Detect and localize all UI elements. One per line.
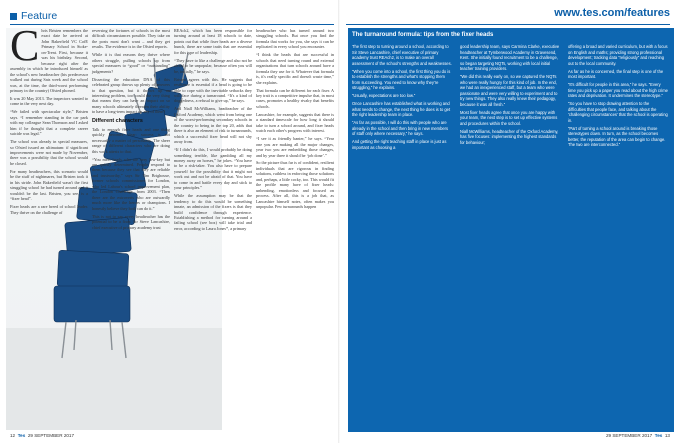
article-paragraph: Dissecting the education DNA of this celebrated group throws up plenty of answers to that question, but it throws up an interesting problem, too: could the very thing that means they can have an impact on so many schools ultimately threaten their ability to have a long-term impact on any of them? [92, 76, 170, 115]
article-paragraph: “You meet heads who are very low-key but are quietly determined. People respond to them because they see that they are reliable and trustworthy,” says Sir Tim Brighouse, former schools commissioner for London, who led Labour's school improvement plan, the London Challenge, from 2003. “Then there are the extroverts who are outwardly much more like the heroes or champions. I honestly believe they both can do it.” [92, 156, 170, 211]
panel-paragraph: good leadership team, says Carmina Clarke, executive headteacher at Tymberwood Academy in Gravesend, Kent. She initially found recruitment to be a challenge, so began targeting NQTs, working with local initial teacher training providers. [460, 44, 560, 72]
article-paragraph: The school was already in special measures, so Ofsted issued an ultimatum: if significant improvements were not made by November, there was a possibility that the school would be closed. [10, 139, 88, 166]
article-paragraph: For many headteachers, this scenario would be the stuff of nightmares, but Bristen took it in his stride. John Bakerfield wasn't the first struggling school he had turned around and it wouldn't be the last. Bristen, you see, is a “fixer head”. [10, 168, 88, 202]
article-column-4 [256, 28, 334, 212]
article-paragraph: reversing the fortunes of schools in the most difficult circumstances possible. They take on the posts most don't want – and they get results. The evidence is in the Ofsted reports. [92, 28, 170, 50]
panel-paragraph: “As far as possible, I will do this with people who are already in the school and then bring in new members of staff only where necessary,” he says. [352, 120, 449, 137]
panel-paragraph: “When you come into a school, the first thing you do is to establish the strengths and what's stopping them from succeeding. You need to know why they're struggling,” he explains. [352, 68, 451, 91]
article-paragraph: “I see it as friendly banter,” he says. “Year one you are making all the major changes, year two you are embedding those changes, and by year three it should be ‘job done’.” [256, 136, 334, 158]
subheading: Different characters [92, 117, 143, 124]
panel-paragraph: The first step to turning around a school, according to Sir Steve Lancashire, chief executive of primary academy trust REAch2, is to make an overall assessment of the school's strengths and weaknesses. [352, 44, 452, 66]
article-paragraph: REAch2, which has been responsible for turning around at least 18 schools to date, points out that while fixer heads are a diverse bunch, there are some traits that are essential for this type of leadership. [174, 28, 252, 55]
article-paragraph: Lancashire, for example, suggests that there is a standard timescale for how long it should take to turn a school around, and fixer heads watch each other's progress with interest. [256, 111, 334, 134]
section-marker-icon [10, 13, 17, 20]
panel-column-2 [460, 44, 560, 148]
article-paragraph: And Niall McWilliams, headteacher of the Oxford Academy, which went from being one of the worst-performing secondary schools in the country to being in the top 20, adds that there is also an element of risk to turnarounds, which a successful fixer head will not shy away from. [174, 106, 252, 145]
article-paragraph: Bristen agrees with this. He suggests that resilience is essential if a head is going to be able to cope with the inevitable setbacks they will face during a turnaround. “It's a kind of doggedness, a refusal to give up,” he says. [174, 76, 252, 104]
drop-cap: C [10, 21, 40, 70]
panel-paragraph: offering a broad and varied curriculum, but with a focus on English and maths; providing strong professional development; tracking data “religiously” and reaching out to the local community. [568, 44, 668, 66]
header-rule [346, 24, 670, 25]
article-paragraph: “If I didn't do this, I would probably be doing something terrible, like gambling all my money away on horses,” he jokes. “You have to be a risk-taker. You also have to prepare yourself for the possibility that it might not work out and not be afraid of that. You have to come in and battle every day and stick to your principles.” [174, 147, 252, 191]
issue-date: 29 SEPTEMBER 2017 [27, 433, 75, 438]
article-column-3 [174, 28, 252, 234]
article-paragraph: “We failed with spectacular style,” Bristen says. “I remember standing in the car park with my colleague Sean Thomson and I asked him if he thought that a complete career suicide was legal.” [10, 109, 88, 137]
article-paragraph: This is not to say every headteacher has the potential to be a fixer. Sir Steve Lancashire, chief executive of primary academy trust [92, 213, 170, 230]
panel-paragraph: As far as he is concerned, the final step is one of the most important. [568, 68, 664, 80]
panel-paragraph: Most fixer heads agree that once you are happy with your team, the next step is to set up effective systems and procedures within the school. [460, 109, 558, 126]
panel-paragraph: And getting the right teaching staff in place is just as important as choosing a [352, 139, 447, 150]
right-folio [606, 433, 670, 438]
header-rule [10, 24, 334, 25]
panel-paragraph: “It's difficult for people in this area,” he says. “Every time you pick up a paper you read about the high crime rates and deprivation. It undermines the stereotype.” [568, 82, 668, 99]
panel-paragraph: “So you have to stop drawing attention to the difficulties that people face, and talking about the ‘challenging circumstances’ that the school is operating in. [568, 101, 668, 123]
article-paragraph: It was 20 May 2013. The inspectors wanted to come in the very next day. [10, 95, 88, 107]
panel-heading: The turnaround formula: tips from the fixer heads [352, 32, 494, 38]
article-paragraph: That formula can be different for each fixer. A key trait is a competitive impulse that, in most cases, promotes a healthy rivalry that benefits schools. [256, 87, 334, 109]
article-column-2 [92, 28, 170, 232]
page-number: 13 [664, 433, 670, 438]
article-paragraph: Talk to enough fixer heads and one thing quickly becomes clear: success is not necessarily a matter of personality. The sheer range of different characters who are doing this work attests to that. [92, 126, 170, 154]
article-paragraph: While the assumption may be that the tendency to do this would be something innate, an admission of the fixers is that they build confidence through experience. Establishing a method for turning around a failing school (see box) will take trial and error, according to Laura Jones*, a primary [174, 193, 252, 231]
page-number: 12 [10, 433, 16, 438]
section-label: Feature [21, 10, 58, 22]
publication-name: Tes [17, 433, 26, 438]
panel-column-3 [568, 44, 668, 150]
panel-paragraph: “Part of turning a school around is breaking those stereotypes down. In turn, as the school becomes better, the reputation of the area can begin to change. The two are interconnected.” [568, 125, 666, 148]
article-paragraph: “They have to like a challenge and also not be afraid to be unpopular, because often you will be, initially,” he says. [174, 57, 252, 74]
article-paragraph: Fixer heads are a rare breed of school leader. They thrive on the challenge of [10, 204, 88, 215]
panel-paragraph: “Usually, expectations are too low.” [352, 93, 416, 99]
issue-date: 29 SEPTEMBER 2017 [605, 433, 653, 438]
article-lead: hris Bristen remembers the exact date he arrived at John Bakerfield VC CofE Primary School in Stoke-on-Trent. First, because it was his birthday. Second, because right after the assembly in which he introduced himself as the school's new headteacher (his predecessor walked out during Sats week and the school was, at the time, the third-worst performing primary in the country) Ofsted phoned. [10, 28, 88, 93]
left-folio [10, 433, 74, 438]
article-column-1 [10, 21, 88, 218]
panel-paragraph: “We did this really early on, so we captured the NQTs who were really hungry for this kind of job. In the end, we had an inexperienced staff, but a team who were passionate and were very willing to experiment and to try new things. They also really knew their pedagogy, because it was all fresh.” [460, 74, 558, 107]
site-url: www.tes.com/features [554, 7, 670, 19]
article-paragraph: “I think the heads that are successful in schools that need turning round and external organisations that turn schools around have a formula they use for it. Whatever that formula is, it's really specific and doesn't waste time,” she explains. [256, 52, 334, 85]
article-paragraph: While it is that reasons they thrive where others struggle, pulling schools up from special measures to “good” or “outstanding” judgements? [92, 52, 170, 74]
publication-name: Tes [654, 433, 663, 438]
tips-panel-box [348, 28, 674, 432]
article-paragraph: headteacher who has turned around two struggling schools. But once you find the formula that works for you, she says it can be replicated in every school you encounter. [256, 28, 334, 50]
panel-paragraph: Niall McWilliams, headteacher of the Oxford Academy, has five focuses: implementing the highest standards for behaviour; [460, 128, 559, 145]
panel-column-1 [352, 44, 452, 153]
article-paragraph: So the picture thus far is of confident, resilient individuals that are rigorous in finding solutions, ruthless in enforcing those solutions and, perhaps, a little cocky, too. This would fit the profile many have of fixer heads: unbending, emotionless and focused on process. After all, this is a job that, as Lancashire himself notes, often makes you unpopular. Few turnarounds happen [256, 160, 334, 210]
panel-paragraph: Once Lancashire has established what is working and what needs to change, the next thing he does is to get the right leadership team in place. [352, 101, 451, 118]
